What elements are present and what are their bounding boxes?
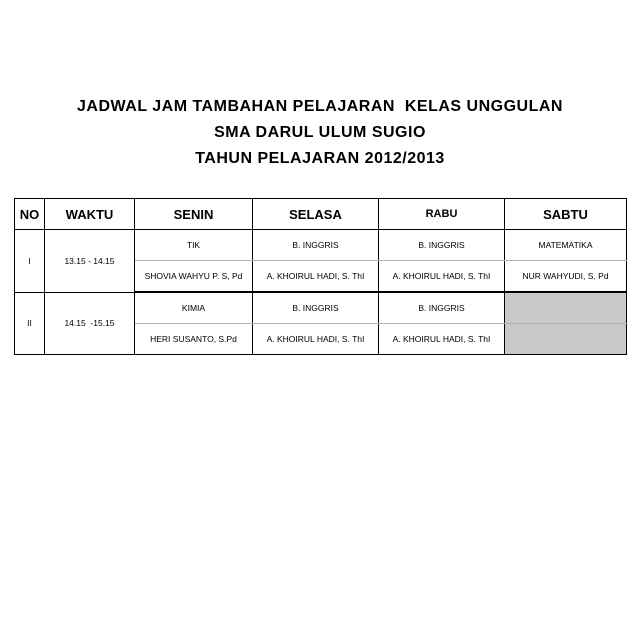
subject-selasa: B. INGGRIS (253, 230, 379, 261)
title-line-3: TAHUN PELAJARAN 2012/2013 (195, 150, 445, 167)
schedule-table (14, 198, 627, 355)
teacher-rabu: A. KHOIRUL HADI, S. ThI (379, 261, 505, 293)
empty-cell-sabtu (505, 292, 627, 324)
period-time: 13.15 - 14.15 (45, 230, 135, 293)
subject-senin: KIMIA (135, 292, 253, 324)
subject-selasa: B. INGGRIS (253, 292, 379, 324)
column-header-no: NO (15, 199, 45, 230)
column-header-sabtu: SABTU (505, 199, 627, 230)
empty-cell-sabtu (505, 324, 627, 355)
column-header-waktu: WAKTU (45, 199, 135, 230)
period-number: II (15, 292, 45, 355)
teacher-selasa: A. KHOIRUL HADI, S. ThI (253, 261, 379, 293)
teacher-sabtu: NUR WAHYUDI, S. Pd (505, 261, 627, 293)
table-row (15, 292, 627, 324)
teacher-senin: HERI SUSANTO, S.Pd (135, 324, 253, 355)
subject-rabu: B. INGGRIS (379, 230, 505, 261)
subject-senin: TIK (135, 230, 253, 261)
subject-sabtu: MATEMATIKA (505, 230, 627, 261)
title-line-1: JADWAL JAM TAMBAHAN PELAJARAN KELAS UNGGULAN (77, 98, 563, 115)
teacher-senin: SHOVIA WAHYU P. S, Pd (135, 261, 253, 293)
period-number: I (15, 230, 45, 293)
title-line-2: SMA DARUL ULUM SUGIO (214, 124, 426, 141)
table-header-row (15, 199, 627, 230)
column-header-senin: SENIN (135, 199, 253, 230)
period-time: 14.15 -15.15 (45, 292, 135, 355)
teacher-selasa: A. KHOIRUL HADI, S. ThI (253, 324, 379, 355)
document-title (0, 98, 640, 176)
teacher-rabu: A. KHOIRUL HADI, S. ThI (379, 324, 505, 355)
column-header-selasa: SELASA (253, 199, 379, 230)
table-row (15, 230, 627, 261)
column-header-rabu: RABU (379, 199, 505, 230)
subject-rabu: B. INGGRIS (379, 292, 505, 324)
